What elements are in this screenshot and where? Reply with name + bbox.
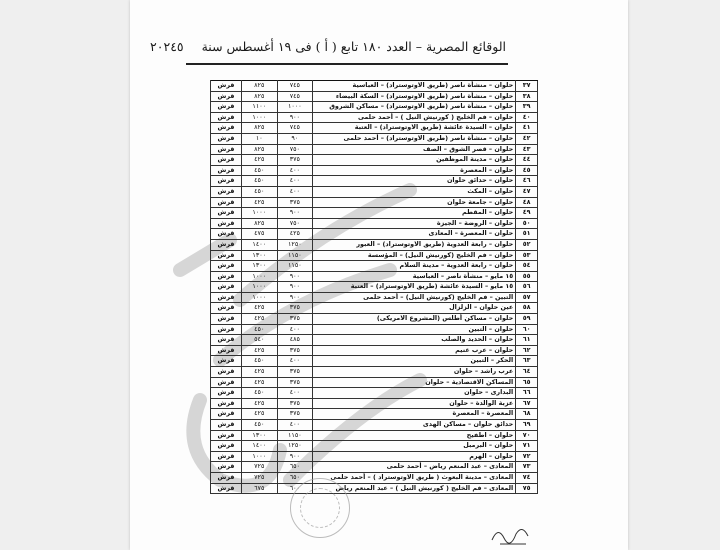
currency-label: قرش xyxy=(211,197,242,208)
fare-value-new: ٨٢٥ xyxy=(242,123,278,134)
route-name: عين حلوان – الزلزال xyxy=(313,303,516,314)
route-name: حلوان – السيدة عائشة (طريق الاوتوستراد) – العتبة xyxy=(313,123,516,134)
fare-value-new: ٨٢٥ xyxy=(242,218,278,229)
fare-value-new: ١٠٠٠ xyxy=(242,208,278,219)
route-name: حلوان – المقطم xyxy=(313,208,516,219)
currency-label: قرش xyxy=(211,303,242,314)
row-number: ٥٦ xyxy=(516,282,538,293)
route-name: حلوان – منشأة ناصر (طريق الاوتوستراد) – السكة البيضاء xyxy=(313,91,516,102)
fare-value-new: ٨٢٥ xyxy=(242,81,278,92)
fare-value-new: ٤٢٥ xyxy=(242,345,278,356)
fare-value-new: ١٠٠٠ xyxy=(242,451,278,462)
currency-label: قرش xyxy=(211,144,242,155)
table-row xyxy=(211,218,538,229)
fare-value: ٣٧٥ xyxy=(277,367,313,378)
fare-value: ٤٠٠ xyxy=(277,176,313,187)
table-row xyxy=(211,271,538,282)
route-name: حلوان – اطفيح xyxy=(313,430,516,441)
route-name: ١٥ مايو – منشأة ناصر – العباسية xyxy=(313,271,516,282)
currency-label: قرش xyxy=(211,409,242,420)
route-name: حلوان – مدينة الموظفين xyxy=(313,155,516,166)
row-number: ٣٧ xyxy=(516,81,538,92)
row-number: ٥٢ xyxy=(516,239,538,250)
fare-value-new: ٤٢٥ xyxy=(242,314,278,325)
table-row xyxy=(211,239,538,250)
route-name: حلوان – الهرم xyxy=(313,451,516,462)
fare-value-new: ١٠٠٠ xyxy=(242,292,278,303)
currency-label: قرش xyxy=(211,102,242,113)
table-row xyxy=(211,186,538,197)
currency-label: قرش xyxy=(211,420,242,431)
fare-value-new: ٧٢٥ xyxy=(242,462,278,473)
fare-value: ٤٠٠ xyxy=(277,388,313,399)
header-title: الوقائع المصرية – العدد ١٨٠ تابع ( أ ) فى ١٩ أغسطس سنة ٢٠٢٤ xyxy=(150,39,506,54)
row-number: ٥٨ xyxy=(516,303,538,314)
route-name: حلوان – منشأة ناصر (طريق الاوتوستراد) – أحمد حلمى xyxy=(313,133,516,144)
fare-value: ٤٠٠ xyxy=(277,186,313,197)
table-row xyxy=(211,91,538,102)
currency-label: قرش xyxy=(211,186,242,197)
table-row xyxy=(211,441,538,452)
fare-value-new: ٤٥٠ xyxy=(242,420,278,431)
route-name: حلوان – المعصرة – المعادى xyxy=(313,229,516,240)
route-name: عزبة الوالدة – حلوان xyxy=(313,398,516,409)
row-number: ٤٨ xyxy=(516,197,538,208)
row-number: ٤٩ xyxy=(516,208,538,219)
table-row xyxy=(211,261,538,272)
currency-label: قرش xyxy=(211,356,242,367)
official-seal xyxy=(290,478,350,538)
currency-label: قرش xyxy=(211,218,242,229)
currency-label: قرش xyxy=(211,176,242,187)
fare-value-new: ١٣٠٠ xyxy=(242,250,278,261)
fare-value-new: ١١٠٠ xyxy=(242,102,278,113)
table-row xyxy=(211,335,538,346)
table-row xyxy=(211,208,538,219)
currency-label: قرش xyxy=(211,398,242,409)
fare-value-new: ٤٢٥ xyxy=(242,197,278,208)
table-row xyxy=(211,292,538,303)
currency-label: قرش xyxy=(211,123,242,134)
route-name: البدارى – حلوان xyxy=(313,388,516,399)
currency-label: قرش xyxy=(211,91,242,102)
currency-label: قرش xyxy=(211,451,242,462)
fare-value: ٦٥٠ xyxy=(277,462,313,473)
row-number: ٣٨ xyxy=(516,91,538,102)
row-number: ٦١ xyxy=(516,335,538,346)
table-row xyxy=(211,314,538,325)
fare-value-new: ١٠ xyxy=(242,133,278,144)
fare-value: ١١٥٠ xyxy=(277,261,313,272)
fare-value: ٧٤٥ xyxy=(277,81,313,92)
currency-label: قرش xyxy=(211,388,242,399)
row-number: ٧٤ xyxy=(516,472,538,483)
row-number: ٤٧ xyxy=(516,186,538,197)
currency-label: قرش xyxy=(211,239,242,250)
table-row xyxy=(211,155,538,166)
fare-value-new: ٤٢٥ xyxy=(242,303,278,314)
fare-value: ٣٧٥ xyxy=(277,303,313,314)
route-name: المعادى – فم الخليج ( كورنيش النيل ) – عبد المنعم رياض xyxy=(313,483,516,494)
route-name: حلوان – منشأة ناصر (طريق الاوتوستراد) – العباسية xyxy=(313,81,516,92)
currency-label: قرش xyxy=(211,324,242,335)
gazette-page xyxy=(130,0,628,550)
currency-label: قرش xyxy=(211,81,242,92)
fare-value: ٦٥٠ xyxy=(277,472,313,483)
currency-label: قرش xyxy=(211,112,242,123)
route-name: التبين – فم الخليج (كورنيش النيل) – أحمد حلمى xyxy=(313,292,516,303)
fare-value-new: ٥٤٠ xyxy=(242,335,278,346)
row-number: ٥٥ xyxy=(516,271,538,282)
fare-value: ٩٠٠ xyxy=(277,208,313,219)
row-number: ٥٧ xyxy=(516,292,538,303)
page-number: ٥ xyxy=(176,39,184,54)
row-number: ٥٣ xyxy=(516,250,538,261)
fare-value: ٩٠٠ xyxy=(277,282,313,293)
fare-value-new: ٤٥٠ xyxy=(242,356,278,367)
table-row xyxy=(211,176,538,187)
table-row xyxy=(211,472,538,483)
route-name: حلوان – حدائق حلوان xyxy=(313,176,516,187)
currency-label: قرش xyxy=(211,229,242,240)
row-number: ٦٤ xyxy=(516,367,538,378)
fare-value: ٣٧٥ xyxy=(277,377,313,388)
currency-label: قرش xyxy=(211,314,242,325)
fare-value: ٣٧٥ xyxy=(277,314,313,325)
row-number: ٧٢ xyxy=(516,451,538,462)
row-number: ٥٩ xyxy=(516,314,538,325)
fare-value-new: ٨٢٥ xyxy=(242,144,278,155)
fare-value-new: ٦٧٥ xyxy=(242,483,278,494)
fare-value: ٤٠٠ xyxy=(277,324,313,335)
currency-label: قرش xyxy=(211,261,242,272)
fare-value: ٤٠٠ xyxy=(277,420,313,431)
fare-value-new: ٤٢٥ xyxy=(242,367,278,378)
page-header xyxy=(150,39,506,54)
fare-value-new: ١٤٠٠ xyxy=(242,441,278,452)
route-name: المعادى – مدينة البعوث ( طريق الاوتوستراد ) – أحمد حلمى xyxy=(313,472,516,483)
fare-value: ١٢٥٠ xyxy=(277,441,313,452)
fare-value-new: ١٣٠٠ xyxy=(242,430,278,441)
table-row xyxy=(211,324,538,335)
fare-value-new: ٤٥٠ xyxy=(242,388,278,399)
route-name: حلوان – المكث xyxy=(313,186,516,197)
currency-label: قرش xyxy=(211,292,242,303)
fare-value: ٤٢٥ xyxy=(277,229,313,240)
currency-label: قرش xyxy=(211,430,242,441)
row-number: ٧١ xyxy=(516,441,538,452)
fare-value-new: ١٣٠٠ xyxy=(242,261,278,272)
fare-value: ٤٠٠ xyxy=(277,165,313,176)
route-name: عرب راشد – حلوان xyxy=(313,367,516,378)
currency-label: قرش xyxy=(211,335,242,346)
fare-value: ١١٥٠ xyxy=(277,430,313,441)
route-name: حلوان – المعصرة xyxy=(313,165,516,176)
table-row xyxy=(211,377,538,388)
route-name: حلوان – قصر الشوق – الصف xyxy=(313,144,516,155)
fare-value: ٩٠٠ xyxy=(277,271,313,282)
currency-label: قرش xyxy=(211,155,242,166)
currency-label: قرش xyxy=(211,472,242,483)
fare-value: ١٠٠٠ xyxy=(277,102,313,113)
table-row xyxy=(211,451,538,462)
row-number: ٤٢ xyxy=(516,133,538,144)
currency-label: قرش xyxy=(211,165,242,176)
row-number: ٤٦ xyxy=(516,176,538,187)
route-name: حلوان – التبين xyxy=(313,324,516,335)
table-row xyxy=(211,81,538,92)
route-name: المساكن الاقتصادية – حلوان xyxy=(313,377,516,388)
row-number: ٥٠ xyxy=(516,218,538,229)
fare-value-new: ١٠٠٠ xyxy=(242,112,278,123)
currency-label: قرش xyxy=(211,377,242,388)
fare-value-new: ٤٢٥ xyxy=(242,409,278,420)
fare-value: ٣٧٥ xyxy=(277,155,313,166)
table-row xyxy=(211,112,538,123)
fare-value: ٧٤٥ xyxy=(277,91,313,102)
fare-value-new: ١٠٠٠ xyxy=(242,282,278,293)
table-row xyxy=(211,398,538,409)
route-name: ١٥ مايو – السيدة عائشة (طريق الاوتوستراد) – العتبة xyxy=(313,282,516,293)
route-name: المعصرة – المعصرة xyxy=(313,409,516,420)
currency-label: قرش xyxy=(211,345,242,356)
currency-label: قرش xyxy=(211,250,242,261)
currency-label: قرش xyxy=(211,483,242,494)
table-row xyxy=(211,356,538,367)
table-row xyxy=(211,165,538,176)
route-name: حلوان – الروضة – الجيزة xyxy=(313,218,516,229)
fare-value: ٩٠٠ xyxy=(277,292,313,303)
fare-value-new: ١٠٠٠ xyxy=(242,271,278,282)
fare-value-new: ٤٧٥ xyxy=(242,229,278,240)
fare-value-new: ٤٥٠ xyxy=(242,165,278,176)
fare-value: ٤٠٠ xyxy=(277,356,313,367)
row-number: ٥٤ xyxy=(516,261,538,272)
route-name: حلوان – فم الخليج ( كورنيش النيل ) – أحمد حلمى xyxy=(313,112,516,123)
fare-value-new: ٤٢٥ xyxy=(242,377,278,388)
fare-value-new: ٤٥٠ xyxy=(242,186,278,197)
route-name: حلوان – جامعة حلوان xyxy=(313,197,516,208)
fare-value: ١٢٥٠ xyxy=(277,239,313,250)
table-row xyxy=(211,282,538,293)
route-name: حلوان – مساكن أطلس (المشروع الامريكى) xyxy=(313,314,516,325)
handwritten-signature xyxy=(488,516,536,550)
fare-value-new: ٤٥٠ xyxy=(242,176,278,187)
fare-value: ٣٧٥ xyxy=(277,398,313,409)
fare-value: ٩٠٠ xyxy=(277,112,313,123)
row-number: ٧٥ xyxy=(516,483,538,494)
row-number: ٤١ xyxy=(516,123,538,134)
fare-value-new: ٤٢٥ xyxy=(242,155,278,166)
table-row xyxy=(211,133,538,144)
route-name: المعادى – عبد المنعم رياض – أحمد حلمى xyxy=(313,462,516,473)
fare-value: ٤٨٥ xyxy=(277,335,313,346)
fare-value: ٦٠٠ xyxy=(277,483,313,494)
table-row xyxy=(211,430,538,441)
row-number: ٦٩ xyxy=(516,420,538,431)
fare-value: ٣٧٥ xyxy=(277,197,313,208)
table-row xyxy=(211,388,538,399)
route-name: حدائق حلوان – مساكن الهدى xyxy=(313,420,516,431)
row-number: ٦٨ xyxy=(516,409,538,420)
currency-label: قرش xyxy=(211,441,242,452)
table-row xyxy=(211,345,538,356)
fare-value-new: ٤٢٥ xyxy=(242,398,278,409)
table-row xyxy=(211,409,538,420)
table-row xyxy=(211,483,538,494)
fare-table xyxy=(210,80,538,494)
fare-value-new: ٨٢٥ xyxy=(242,91,278,102)
route-name: حلوان – منشأة ناصر (طريق الاوتوستراد) – مساكن الشروق xyxy=(313,102,516,113)
table-row xyxy=(211,197,538,208)
row-number: ٧٣ xyxy=(516,462,538,473)
row-number: ٤٣ xyxy=(516,144,538,155)
route-name: حلوان – رابعة العدوية – مدينة السلام xyxy=(313,261,516,272)
row-number: ٦٣ xyxy=(516,356,538,367)
currency-label: قرش xyxy=(211,462,242,473)
route-name: حلوان – فم الخليج (كورنيش النيل) – المؤسسة xyxy=(313,250,516,261)
currency-label: قرش xyxy=(211,282,242,293)
table-row xyxy=(211,462,538,473)
route-name: الحكر – التبين xyxy=(313,356,516,367)
row-number: ٦٥ xyxy=(516,377,538,388)
fare-value: ٩٠ xyxy=(277,133,313,144)
table-row xyxy=(211,102,538,113)
currency-label: قرش xyxy=(211,133,242,144)
fare-value: ٧٥٠ xyxy=(277,144,313,155)
header-rule xyxy=(186,63,508,65)
table-row xyxy=(211,367,538,378)
fare-value: ١١٥٠ xyxy=(277,250,313,261)
table-row xyxy=(211,250,538,261)
row-number: ٦٢ xyxy=(516,345,538,356)
row-number: ٧٠ xyxy=(516,430,538,441)
row-number: ٥١ xyxy=(516,229,538,240)
fare-value-new: ٧٢٥ xyxy=(242,472,278,483)
table-row xyxy=(211,229,538,240)
row-number: ٤٥ xyxy=(516,165,538,176)
table-row xyxy=(211,420,538,431)
fare-value: ٣٧٥ xyxy=(277,345,313,356)
fare-value: ٣٧٥ xyxy=(277,409,313,420)
route-name: حلوان – الحديد والصلب xyxy=(313,335,516,346)
row-number: ٦٠ xyxy=(516,324,538,335)
route-name: حلوان – رابعة العدوية (طريق الاوتوستراد) – العبور xyxy=(313,239,516,250)
currency-label: قرش xyxy=(211,271,242,282)
fare-value: ٧٤٥ xyxy=(277,123,313,134)
row-number: ٣٩ xyxy=(516,102,538,113)
fare-value-new: ١٤٠٠ xyxy=(242,239,278,250)
table-row xyxy=(211,123,538,134)
row-number: ٤٤ xyxy=(516,155,538,166)
route-name: حلوان – عرب غنيم xyxy=(313,345,516,356)
currency-label: قرش xyxy=(211,208,242,219)
table-row xyxy=(211,303,538,314)
fare-value: ٩٠٠ xyxy=(277,451,313,462)
fare-value: ٧٥٠ xyxy=(277,218,313,229)
row-number: ٦٧ xyxy=(516,398,538,409)
row-number: ٤٠ xyxy=(516,112,538,123)
currency-label: قرش xyxy=(211,367,242,378)
fare-value-new: ٤٥٠ xyxy=(242,324,278,335)
table-row xyxy=(211,144,538,155)
row-number: ٦٦ xyxy=(516,388,538,399)
route-name: حلوان – البرمبل xyxy=(313,441,516,452)
